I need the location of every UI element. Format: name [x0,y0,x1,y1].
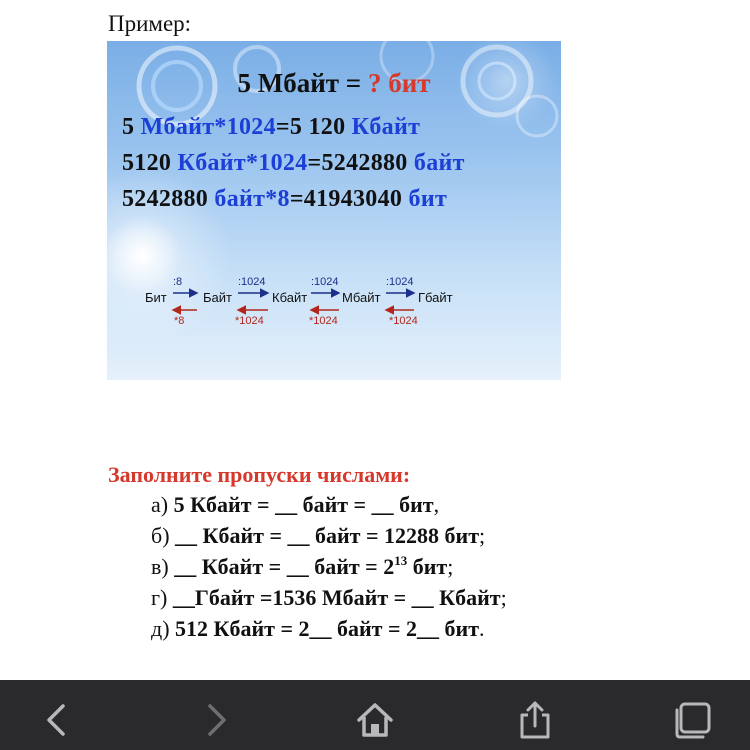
op-divide-3: :1024 [311,276,339,288]
op-divide-4: :1024 [386,276,414,288]
op-divide-1: :8 [173,276,183,288]
unit-gbyte: Гбайт [418,290,453,305]
formula-segment: =41943040 [289,186,409,212]
formula-segment: 5120 [122,150,178,176]
tabs-button[interactable] [673,700,713,740]
back-icon [37,700,77,740]
unit-byte: Байт [203,290,232,305]
unit-bit: Бит [145,290,167,305]
home-icon [355,700,395,740]
op-multiply-4: *1024 [389,315,418,327]
formula-segment: Кбайт [351,114,421,140]
formula-segment: 5 [122,114,141,140]
formula-segment: байт*8 [214,186,290,212]
example-title: 5 Мбайт = ? бит [237,68,431,98]
exercise-item-c: в) __ Кбайт = __ байт = $2^{13}$ бит; [151,553,454,579]
formula-segment: =5 120 [275,114,352,140]
formula-segment: Мбайт*1024 [140,114,276,140]
back-button[interactable] [37,700,77,740]
forward-icon [196,700,236,740]
example-image [107,41,561,380]
op-divide-2: :1024 [238,276,266,288]
exercise-title: Заполните пропуски числами: [108,462,411,487]
exercise-item-a: а) 5 Кбайт = __ байт = __ бит, [151,492,440,517]
tabs-icon [673,700,713,740]
conversion-chain-arrows [107,41,561,380]
unit-kbyte: Кбайт [272,290,308,305]
op-multiply-1: *8 [174,315,185,327]
op-multiply-2: *1024 [235,315,264,327]
formula-segment: =5242880 [307,150,414,176]
exercise-item-b: б) __ Кбайт = __ байт = 12288 бит; [151,523,486,548]
forward-button[interactable] [196,700,236,740]
exercise-item-d: г) __Гбайт =1536 Мбайт = __ Кбайт; [151,585,507,610]
formula-segment: Кбайт*1024 [177,150,308,176]
formula-segment: байт [413,150,465,176]
exercise-item-e: д) 512 Кбайт = 2__ байт = 2__ бит. [151,616,485,641]
share-button[interactable] [515,700,555,740]
example-label: Пример: [108,11,192,36]
home-button[interactable] [355,700,395,740]
formula-segment: бит [408,186,448,212]
op-multiply-3: *1024 [309,315,338,327]
browser-toolbar [0,680,750,750]
share-icon [515,700,555,740]
unit-mbyte: Мбайт [342,290,381,305]
formula-segment: 5242880 [122,186,215,212]
